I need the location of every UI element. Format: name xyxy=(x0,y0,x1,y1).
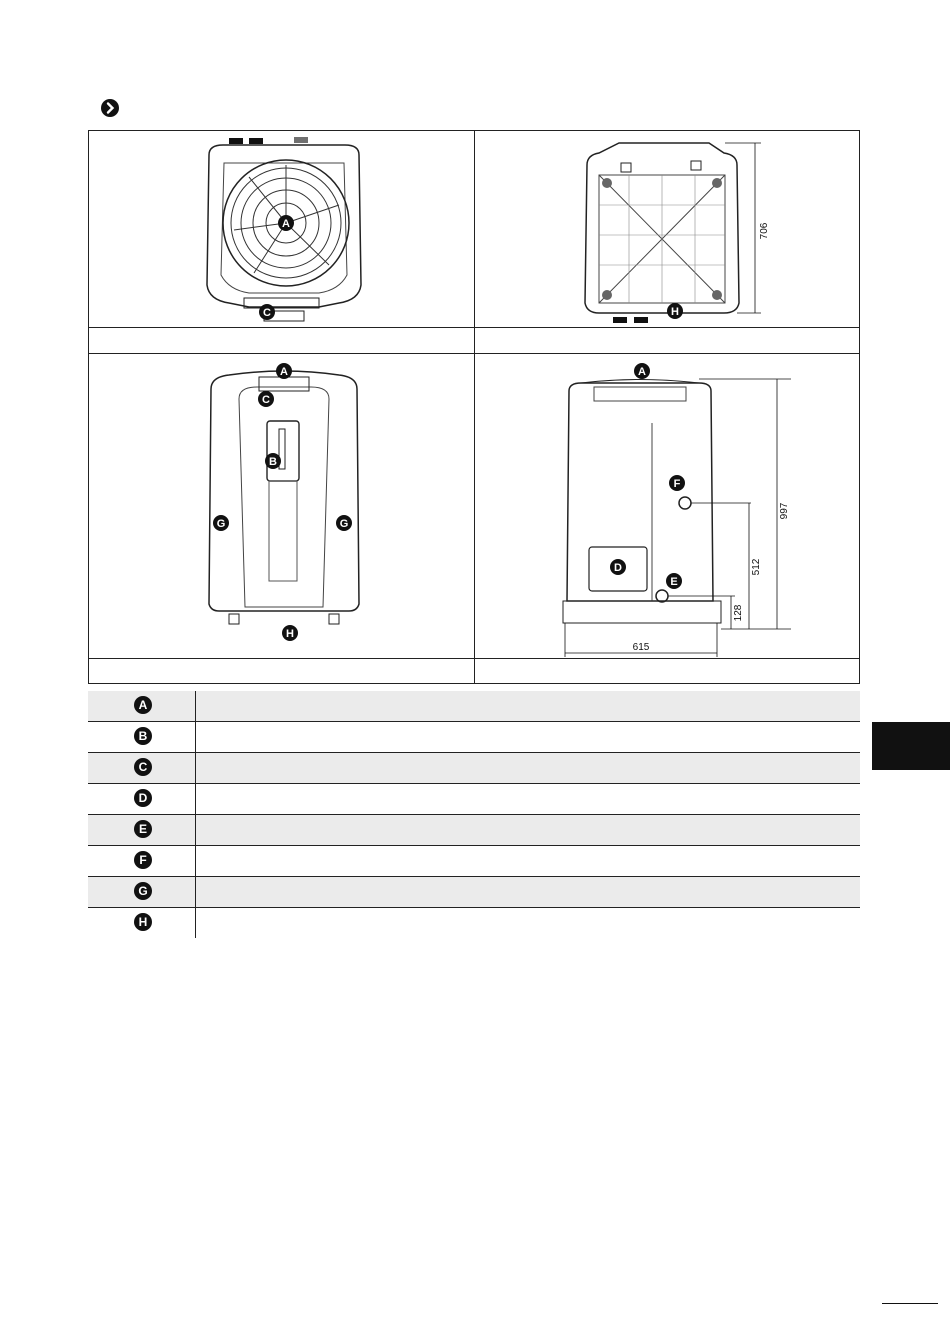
dimension-label: 997 xyxy=(779,502,790,520)
section-tab xyxy=(872,722,950,770)
marker-c xyxy=(258,391,274,407)
marker-a xyxy=(278,215,294,231)
table-divider xyxy=(89,327,859,328)
marker-a xyxy=(276,363,292,379)
marker-e xyxy=(666,573,682,589)
legend-letter: F xyxy=(134,851,152,869)
marker-h xyxy=(282,625,298,641)
svg-text:A: A xyxy=(280,366,288,378)
table-divider xyxy=(89,353,859,354)
svg-text:B: B xyxy=(269,456,277,468)
dimension-label: 706 xyxy=(759,222,770,240)
table-divider xyxy=(89,658,859,659)
dimension-label: 128 xyxy=(733,604,744,622)
svg-text:A: A xyxy=(282,218,290,230)
legend-letter: A xyxy=(134,696,152,714)
legend-row xyxy=(88,877,860,908)
dimension-label: 615 xyxy=(632,642,650,653)
legend-letter: E xyxy=(134,820,152,838)
legend-row xyxy=(88,815,860,846)
svg-text:A: A xyxy=(638,366,646,378)
legend-row xyxy=(88,722,860,753)
marker-f xyxy=(669,475,685,491)
legend-letter: D xyxy=(134,789,152,807)
legend-row xyxy=(88,784,860,815)
marker-b xyxy=(265,453,281,469)
svg-text:D: D xyxy=(614,562,622,574)
legend-letter: G xyxy=(134,882,152,900)
svg-text:H: H xyxy=(286,628,294,640)
svg-text:G: G xyxy=(216,518,226,530)
marker-g xyxy=(336,515,352,531)
svg-text:E: E xyxy=(670,576,678,588)
marker-c xyxy=(259,304,275,320)
svg-text:C: C xyxy=(263,307,271,319)
marker-g xyxy=(213,515,229,531)
legend-row xyxy=(88,846,860,877)
top-view-figure xyxy=(199,135,369,325)
footer-rule xyxy=(882,1303,938,1304)
dimension-figure-table xyxy=(88,130,860,684)
svg-text:G: G xyxy=(339,518,349,530)
marker-d xyxy=(610,559,626,575)
table-divider xyxy=(474,131,475,683)
marker-a xyxy=(634,363,650,379)
chevron-right-circle-icon xyxy=(101,99,119,117)
legend-letter: C xyxy=(134,758,152,776)
svg-text:H: H xyxy=(671,306,679,318)
legend-letter: B xyxy=(134,727,152,745)
legend-table xyxy=(88,691,860,939)
bottom-view-figure xyxy=(579,135,779,325)
legend-row xyxy=(88,691,860,722)
legend-letter: H xyxy=(134,913,152,931)
svg-text:F: F xyxy=(673,478,681,490)
side-view-figure xyxy=(559,361,799,657)
legend-row xyxy=(88,753,860,784)
svg-text:C: C xyxy=(262,394,270,406)
dimension-label: 512 xyxy=(751,558,762,576)
front-view-figure xyxy=(199,359,369,655)
marker-h xyxy=(667,303,683,319)
legend-row xyxy=(88,908,860,939)
